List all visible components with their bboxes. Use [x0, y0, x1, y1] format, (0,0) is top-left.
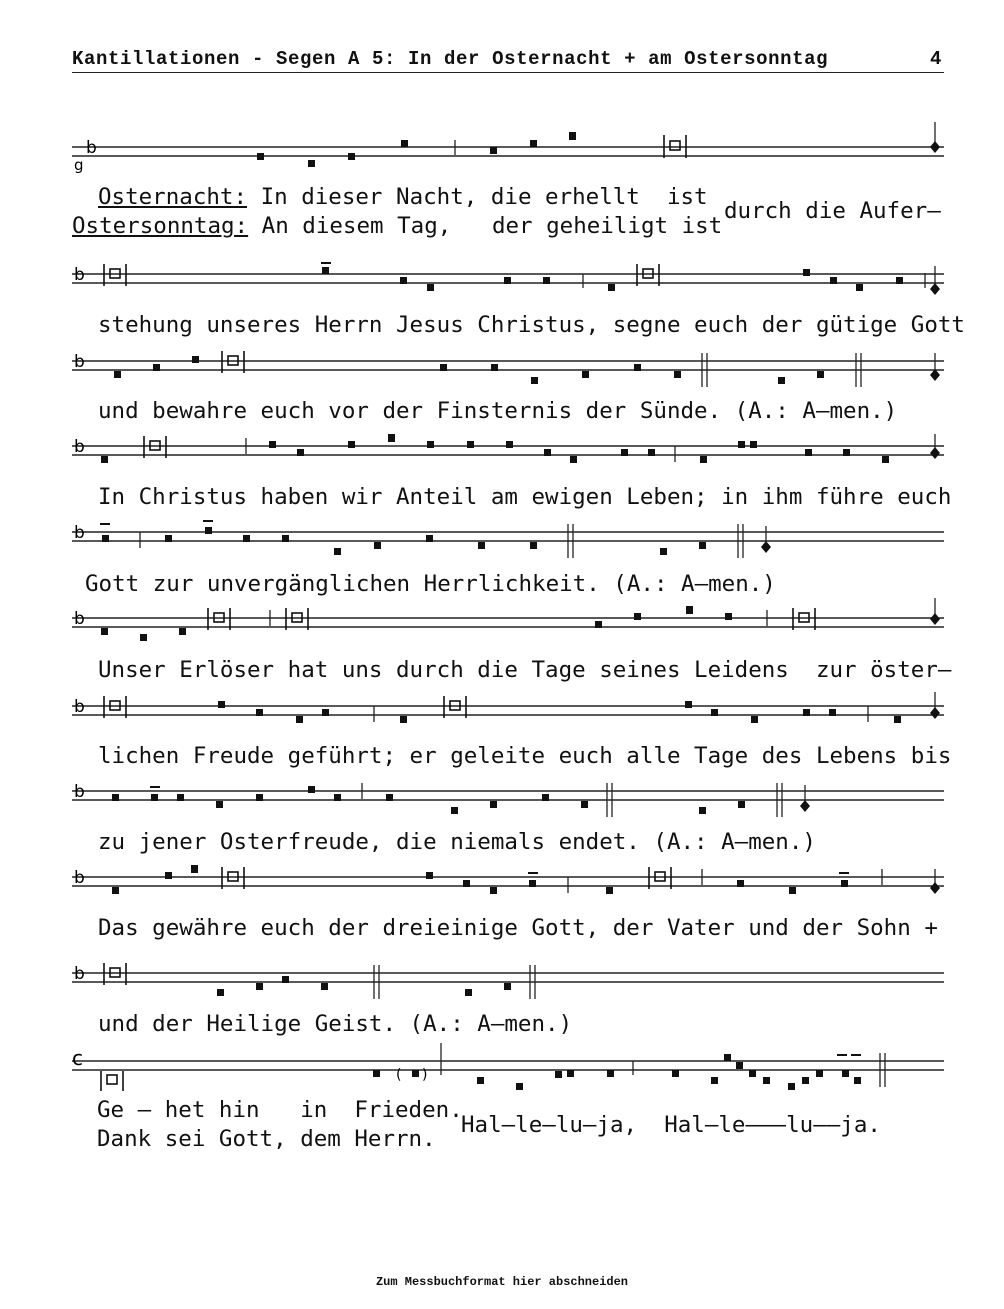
note-group	[440, 364, 681, 384]
flat-clef: b	[74, 964, 85, 984]
chant-staff	[70, 592, 946, 652]
chant-staff	[70, 947, 946, 1007]
final-note	[930, 882, 940, 894]
text-shared: durch die Aufer–	[724, 198, 941, 224]
flat-clef: b	[74, 609, 85, 629]
text-line-3: und bewahre euch vor der Finsternis der Sünde. (A.: A–men.)	[98, 398, 898, 424]
chant-staff	[70, 248, 946, 308]
note-group	[778, 371, 824, 384]
chant-staff	[70, 335, 946, 395]
chant-staff	[70, 1035, 946, 1095]
note-group	[595, 606, 732, 628]
note-group	[114, 356, 199, 378]
paren-left: (	[396, 1067, 402, 1083]
note-group	[737, 880, 848, 894]
text-line-8: zu jener Osterfreude, die niemals endet. (A.: A–men.)	[98, 829, 816, 855]
text-line-4: In Christus haben wir Anteil am ewigen Leben; in ihm führe euch	[98, 484, 952, 510]
final-note	[800, 800, 810, 812]
flat-clef: b	[74, 782, 85, 802]
note-group	[803, 269, 903, 291]
flat-clef: b	[74, 265, 85, 285]
final-note	[930, 447, 940, 459]
final-note	[930, 707, 940, 719]
note-group	[322, 267, 615, 291]
flat-clef: b	[74, 352, 85, 372]
text-line-11b: Dank sei Gott, dem Herrn.	[97, 1126, 436, 1152]
text-line-5: Gott zur unvergänglichen Herrlichkeit. (A.: A–men.)	[85, 571, 776, 597]
note-group	[217, 976, 328, 996]
page-header	[72, 46, 944, 73]
text-ostersonntag: An diesem Tag, der geheiligt ist	[261, 213, 723, 239]
note-group	[699, 801, 745, 814]
note-group	[269, 434, 889, 463]
flat-clef: b	[74, 437, 85, 457]
header-title: Kantillationen - Segen A 5: In der Osternacht + am Ostersonntag	[72, 48, 829, 70]
text-line-9: Das gewähre euch der dreieinige Gott, der Vater und der Sohn +	[98, 915, 938, 941]
note-group	[257, 132, 576, 167]
chant-staff	[70, 118, 946, 178]
note-group	[660, 542, 706, 555]
flat-clef: b	[74, 868, 85, 888]
page-number: 4	[929, 48, 942, 70]
chant-staff	[70, 420, 946, 480]
note-group	[218, 701, 407, 723]
text-line-7: lichen Freude geführt; er geleite euch alle Tage des Lebens bis	[98, 743, 952, 769]
note-group	[426, 872, 613, 894]
chant-staff	[70, 765, 946, 825]
label-osternacht: Osternacht:	[98, 184, 248, 210]
final-note	[930, 613, 940, 625]
chant-staff	[70, 506, 946, 566]
paren-right: )	[422, 1067, 428, 1083]
flat-clef: b	[74, 523, 85, 543]
text-line-6: Unser Erlöser hat uns durch die Tage seines Leidens zur öster–	[98, 657, 952, 683]
final-note	[930, 283, 940, 295]
chant-staff	[70, 851, 946, 911]
text-line-10: und der Heilige Geist. (A.: A–men.)	[98, 1011, 573, 1037]
chant-staff	[70, 680, 946, 740]
flat-clef: b	[86, 138, 97, 158]
text-osternacht: In dieser Nacht, die erhellt ist	[260, 184, 708, 210]
note-group	[112, 865, 198, 894]
label-ostersonntag: Ostersonntag:	[72, 213, 249, 239]
c-clef: c	[72, 1046, 83, 1070]
text-line-11a: Ge – het hin in Frieden.	[97, 1097, 463, 1123]
flat-clef: b	[74, 697, 85, 717]
g-clef-mark: g	[74, 156, 84, 174]
text-halleluja: Hal–le–lu–ja, Hal–le–––lu––ja.	[461, 1112, 881, 1138]
text-line-2: stehung unseres Herrn Jesus Christus, segne euch der gütige Gott	[98, 312, 965, 338]
note-group	[465, 983, 511, 996]
note-group	[477, 1054, 861, 1090]
reciting-tone	[101, 1071, 123, 1091]
note-group	[101, 628, 186, 641]
final-note	[930, 141, 940, 153]
footer-note: Zum Messbuchformat hier abschneiden	[375, 1275, 629, 1289]
final-note	[930, 369, 940, 381]
